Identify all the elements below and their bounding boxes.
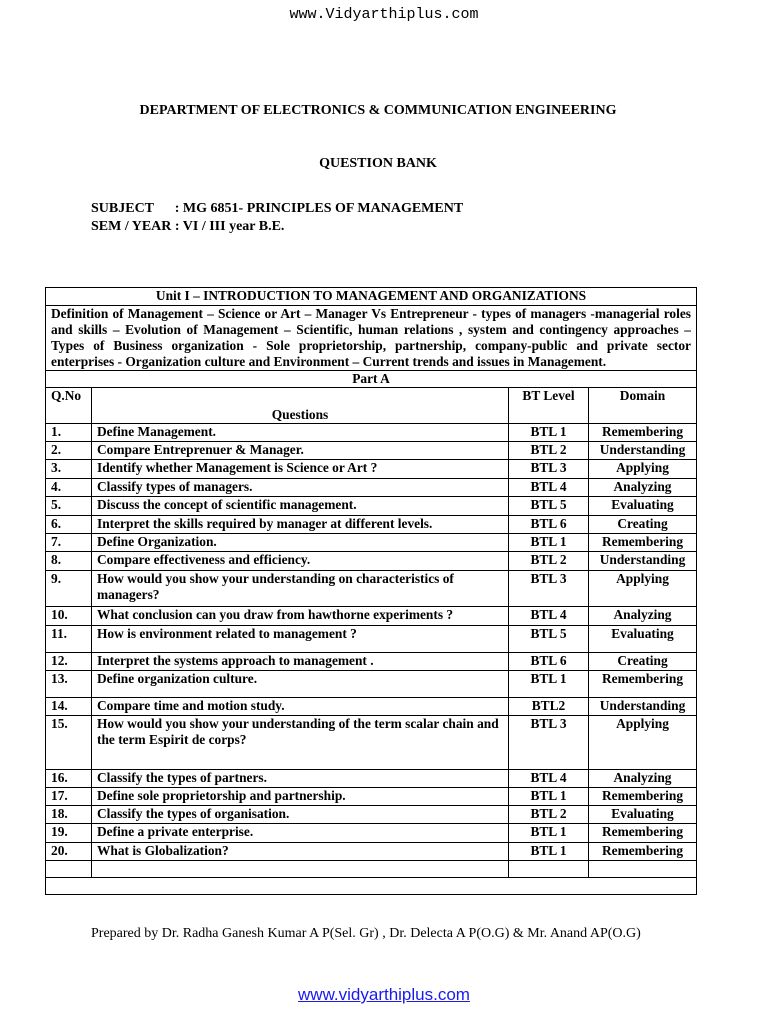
question-number: 7.	[46, 534, 92, 552]
subject-line: SUBJECT : MG 6851- PRINCIPLES OF MANAGEMENT	[91, 201, 464, 216]
header-watermark-url: www.Vidyarthiplus.com	[289, 6, 479, 23]
empty-cell	[509, 861, 589, 878]
unit-title: Unit I – INTRODUCTION TO MANAGEMENT AND ORGANIZATIONS	[46, 288, 697, 306]
part-label: Part A	[46, 371, 697, 388]
question-text: Define a private enterprise.	[92, 824, 509, 843]
table-row	[46, 571, 697, 607]
question-text: Compare effectiveness and efficiency.	[92, 552, 509, 571]
semester-line: SEM / YEAR : VI / III year B.E.	[91, 219, 285, 234]
question-text: Discuss the concept of scientific management.	[92, 497, 509, 516]
question-text: Interpret the skills required by manager at different levels.	[92, 516, 509, 534]
table-row	[46, 534, 697, 552]
bt-level: BTL 1	[509, 788, 589, 806]
bt-level: BTL 2	[509, 806, 589, 824]
question-number: 1.	[46, 424, 92, 442]
bt-level: BTL 5	[509, 626, 589, 653]
table-row	[46, 552, 697, 571]
column-header-bt-level: BT Level	[509, 388, 589, 424]
domain: Applying	[589, 716, 697, 770]
question-text: Compare time and motion study.	[92, 698, 509, 716]
question-text: Define sole proprietorship and partnership.	[92, 788, 509, 806]
document-title: QUESTION BANK	[319, 156, 437, 171]
bt-level: BTL 3	[509, 716, 589, 770]
empty-cell	[589, 861, 697, 878]
domain: Remembering	[589, 824, 697, 843]
bt-level: BTL 4	[509, 479, 589, 497]
table-row	[46, 788, 697, 806]
column-header-domain: Domain	[589, 388, 697, 424]
question-text: Define Organization.	[92, 534, 509, 552]
empty-cell	[92, 861, 509, 878]
column-header-row	[46, 388, 697, 424]
table-row	[46, 497, 697, 516]
unit-description: Definition of Management – Science or Art – Manager Vs Entrepreneur - types of managers -managerial roles and skills – Evolution of Management – Scientific, human relations , system and contingency approaches – Types of Business organization - Sole proprietorship, partnership, company-public and private sector enterprises - Organization culture and Environment – Current trends and issues in Management.	[46, 306, 697, 371]
domain: Evaluating	[589, 497, 697, 516]
question-text: Classify the types of organisation.	[92, 806, 509, 824]
empty-cell	[46, 861, 92, 878]
question-text: Compare Entreprenuer & Manager.	[92, 442, 509, 460]
table-row	[46, 424, 697, 442]
question-number: 10.	[46, 607, 92, 626]
domain: Analyzing	[589, 607, 697, 626]
question-text: Classify types of managers.	[92, 479, 509, 497]
question-number: 18.	[46, 806, 92, 824]
table-row	[46, 716, 697, 770]
question-number: 12.	[46, 653, 92, 671]
table-row	[46, 806, 697, 824]
table-row	[46, 653, 697, 671]
domain: Evaluating	[589, 626, 697, 653]
domain: Understanding	[589, 698, 697, 716]
domain: Understanding	[589, 552, 697, 571]
bt-level: BTL 4	[509, 607, 589, 626]
table-row	[46, 671, 697, 698]
question-number: 2.	[46, 442, 92, 460]
question-text: How would you show your understanding of the term scalar chain and the term Espirit de corps?	[92, 716, 509, 770]
domain: Analyzing	[589, 479, 697, 497]
question-number: 5.	[46, 497, 92, 516]
question-text: How is environment related to management ?	[92, 626, 509, 653]
column-header-qno: Q.No	[46, 388, 92, 424]
domain: Creating	[589, 516, 697, 534]
question-number: 16.	[46, 770, 92, 788]
domain: Remembering	[589, 671, 697, 698]
column-header-questions: Questions	[92, 388, 509, 424]
bt-level: BTL 2	[509, 442, 589, 460]
bt-level: BTL 1	[509, 424, 589, 442]
domain: Remembering	[589, 843, 697, 861]
table-row	[46, 460, 697, 479]
department-heading: DEPARTMENT OF ELECTRONICS & COMMUNICATION ENGINEERING	[139, 103, 617, 118]
bt-level: BTL 6	[509, 516, 589, 534]
bt-level: BTL 1	[509, 671, 589, 698]
question-text: What conclusion can you draw from hawthorne experiments ?	[92, 607, 509, 626]
question-number: 3.	[46, 460, 92, 479]
bt-level: BTL2	[509, 698, 589, 716]
question-number: 20.	[46, 843, 92, 861]
question-number: 14.	[46, 698, 92, 716]
question-table	[45, 287, 697, 895]
table-row	[46, 843, 697, 861]
question-number: 17.	[46, 788, 92, 806]
bt-level: BTL 1	[509, 534, 589, 552]
domain: Creating	[589, 653, 697, 671]
domain: Analyzing	[589, 770, 697, 788]
part-label-row	[46, 371, 697, 388]
domain: Evaluating	[589, 806, 697, 824]
domain: Understanding	[589, 442, 697, 460]
question-number: 13.	[46, 671, 92, 698]
bt-level: BTL 5	[509, 497, 589, 516]
domain: Applying	[589, 571, 697, 607]
domain: Remembering	[589, 788, 697, 806]
question-text: Classify the types of partners.	[92, 770, 509, 788]
table-row	[46, 516, 697, 534]
question-text: Define Management.	[92, 424, 509, 442]
question-text: How would you show your understanding on characteristics of managers?	[92, 571, 509, 607]
domain: Remembering	[589, 424, 697, 442]
table-row	[46, 479, 697, 497]
question-text: Define organization culture.	[92, 671, 509, 698]
empty-row	[46, 861, 697, 878]
footer-link[interactable]: www.vidyarthiplus.com	[298, 985, 470, 1004]
domain: Applying	[589, 460, 697, 479]
bt-level: BTL 6	[509, 653, 589, 671]
bt-level: BTL 3	[509, 571, 589, 607]
bt-level: BTL 3	[509, 460, 589, 479]
table-row	[46, 626, 697, 653]
table-row	[46, 824, 697, 843]
question-number: 6.	[46, 516, 92, 534]
unit-description-row	[46, 306, 697, 371]
bt-level: BTL 4	[509, 770, 589, 788]
bt-level: BTL 1	[509, 843, 589, 861]
question-text: Interpret the systems approach to management .	[92, 653, 509, 671]
question-number: 8.	[46, 552, 92, 571]
prepared-by-note: Prepared by Dr. Radha Ganesh Kumar A P(Sel. Gr) , Dr. Delecta A P(O.G) & Mr. Anand AP(O.G)	[91, 926, 641, 941]
table-row	[46, 607, 697, 626]
question-number: 9.	[46, 571, 92, 607]
domain: Remembering	[589, 534, 697, 552]
empty-row	[46, 878, 697, 895]
question-text: Identify whether Management is Science or Art ?	[92, 460, 509, 479]
unit-title-row	[46, 288, 697, 306]
bt-level: BTL 2	[509, 552, 589, 571]
empty-cell	[46, 878, 697, 895]
question-number: 15.	[46, 716, 92, 770]
question-number: 19.	[46, 824, 92, 843]
question-number: 11.	[46, 626, 92, 653]
table-row	[46, 770, 697, 788]
question-text: What is Globalization?	[92, 843, 509, 861]
table-row	[46, 442, 697, 460]
question-number: 4.	[46, 479, 92, 497]
table-row	[46, 698, 697, 716]
bt-level: BTL 1	[509, 824, 589, 843]
